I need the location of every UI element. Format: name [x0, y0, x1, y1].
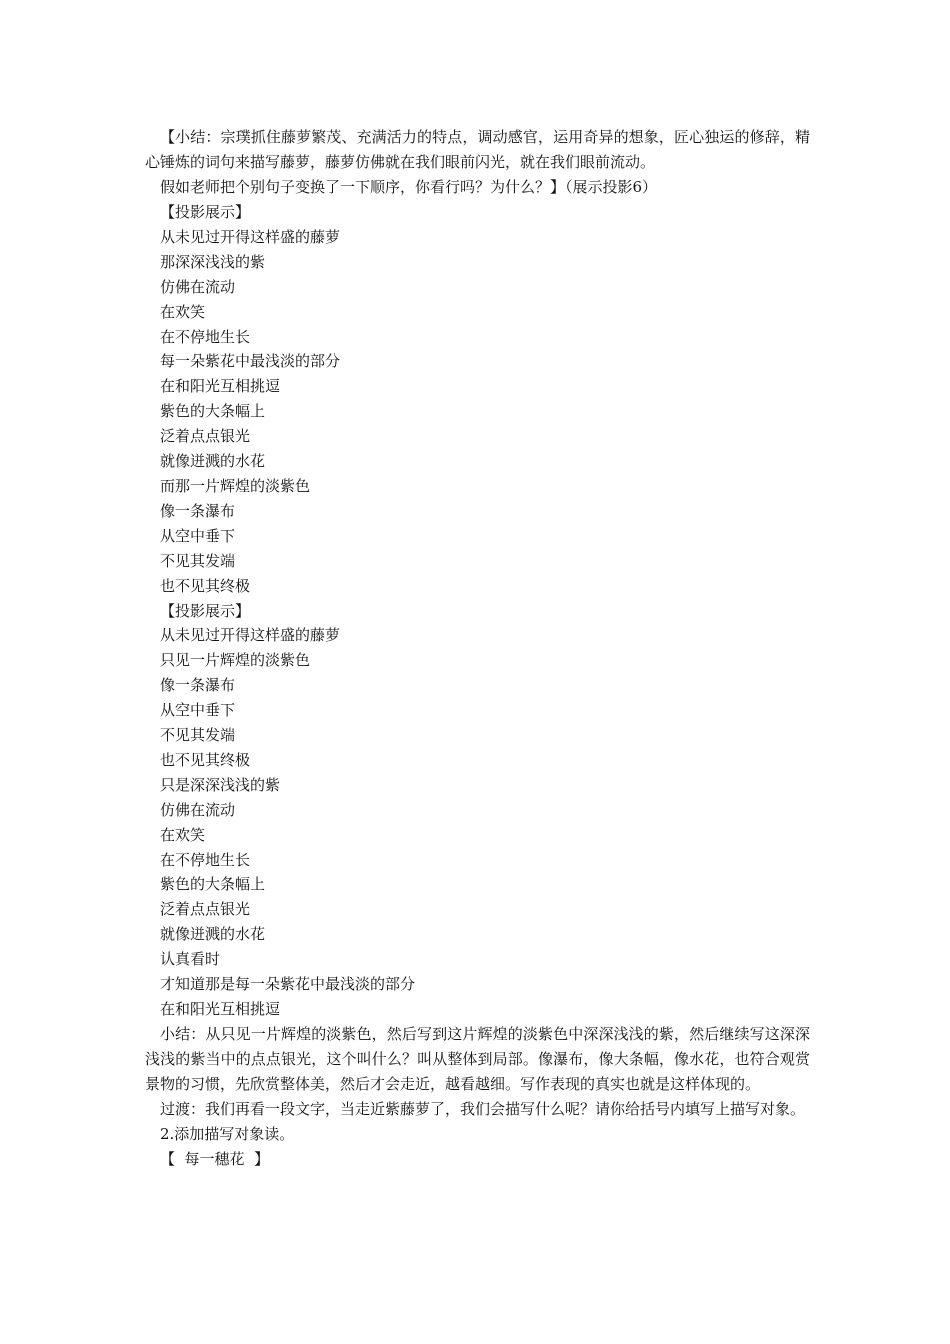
poem-line: 只见一片辉煌的淡紫色: [160, 651, 311, 670]
poem-line: 只是深深浅浅的紫: [160, 775, 281, 794]
poem-line: 泛着点点银光: [160, 900, 251, 919]
poem-line: 像一条瀑布: [160, 501, 236, 520]
poem-line: 从未见过开得这样盛的藤萝: [160, 227, 341, 246]
transition-paragraph: 过渡：我们再看一段文字，当走近紫藤萝了，我们会描写什么呢？请你给括号内填写上描写对象。: [160, 1099, 806, 1118]
question-paragraph: 假如老师把个别句子变换了一下顺序，你看行吗？为什么？】（展示投影6）: [160, 178, 658, 196]
poem-line: 紫色的大条幅上: [160, 875, 266, 894]
poem-line: 也不见其终极: [160, 576, 251, 595]
poem-line: 认真看时: [160, 950, 221, 969]
poem-version-2: [145, 623, 810, 1022]
poem-line: 不见其发端: [160, 551, 236, 570]
poem-line: 泛着点点银光: [160, 427, 251, 446]
poem-line: 在欢笑: [160, 825, 206, 844]
poem-line: 在欢笑: [160, 302, 206, 321]
poem-line: 而那一片辉煌的淡紫色: [160, 476, 311, 495]
document-body: [145, 125, 810, 1172]
poem-line: 每一朵紫花中最浅淡的部分: [160, 352, 341, 371]
poem-line: 就像迸溅的水花: [160, 925, 266, 944]
poem-version-1: [145, 225, 810, 599]
poem-line: 就像迸溅的水花: [160, 452, 266, 471]
poem-line: 在不停地生长: [160, 850, 251, 869]
poem-line: 在不停地生长: [160, 327, 251, 346]
poem-line: 才知道那是每一朵紫花中最浅淡的部分: [160, 975, 416, 994]
poem-line: 仿佛在流动: [160, 800, 236, 819]
summary-paragraph-2: 小结：从只见一片辉煌的淡紫色，然后写到这片辉煌的淡紫色中深深浅浅的紫，然后继续写这深深浅浅的紫当中的点点银光，这个叫什么？叫从整体到局部。像瀑布，像大条幅，像水花，也符合观赏景物的习惯，先欣赏整体美，然后才会走近，越看越细。写作表现的真实也就是这样体现的。: [145, 1024, 810, 1093]
poem-line: 从空中垂下: [160, 701, 236, 720]
projection-heading-2: 【投影展示】: [160, 601, 251, 620]
poem-line: 像一条瀑布: [160, 676, 236, 695]
poem-line: 在和阳光互相挑逗: [160, 377, 281, 396]
poem-line: 从空中垂下: [160, 526, 236, 545]
poem-line: 紫色的大条幅上: [160, 402, 266, 421]
poem-line: 那深深浅浅的紫: [160, 252, 266, 271]
poem-line: 仿佛在流动: [160, 277, 236, 296]
poem-line: 也不见其终极: [160, 750, 251, 769]
summary-paragraph: 【小结：宗璞抓住藤萝繁茂、充满活力的特点，调动感官，运用奇异的想象，匠心独运的修辞，精心锤炼的词句来描写藤萝，藤萝仿佛就在我们眼前闪光，就在我们眼前流动。: [145, 128, 810, 171]
poem-line: 从未见过开得这样盛的藤萝: [160, 626, 341, 645]
projection-heading-1: 【投影展示】: [160, 203, 251, 221]
poem-line: 不见其发端: [160, 726, 236, 745]
bracket-blank: 【 每一穗花 】: [160, 1149, 270, 1168]
poem-line: 在和阳光互相挑逗: [160, 1000, 281, 1018]
step-heading: 2.添加描写对象读。: [160, 1124, 295, 1143]
